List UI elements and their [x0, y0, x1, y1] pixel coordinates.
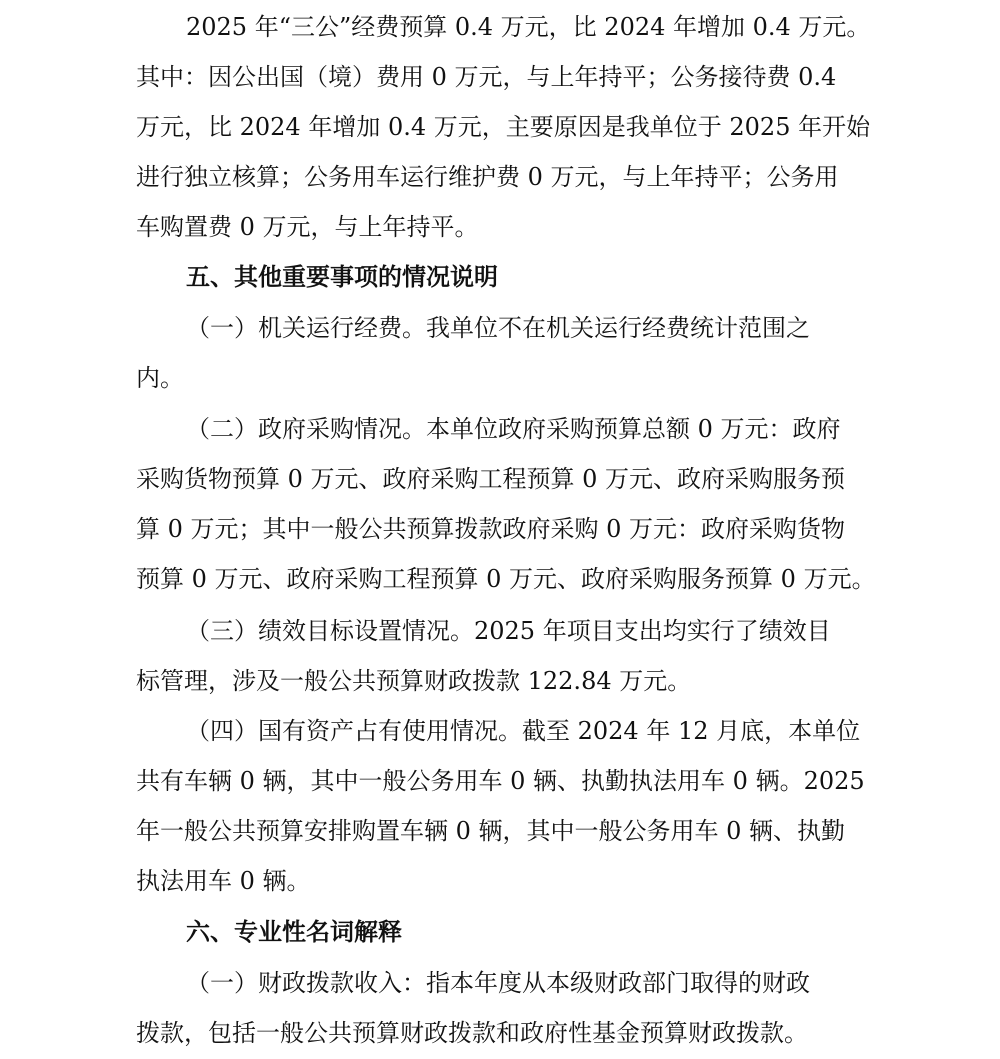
paragraph-procurement-line-3: 算 0 万元；其中一般公共预算拨款政府采购 0 万元：政府采购货物	[136, 515, 846, 543]
paragraph-three-public-funds-line-1: 2025 年“三公”经费预算 0.4 万元，比 2024 年增加 0.4 万元。	[186, 13, 871, 41]
paragraph-operating-funds-line-2: 内。	[136, 364, 184, 392]
paragraph-performance-line-2: 标管理，涉及一般公共预算财政拨款 122.84 万元。	[136, 667, 692, 695]
paragraph-procurement-line-2: 采购货物预算 0 万元、政府采购工程预算 0 万元、政府采购服务预	[136, 465, 846, 493]
section-heading-six: 六、专业性名词解释	[186, 918, 402, 946]
paragraph-performance-line-1: （三）绩效目标设置情况。2025 年项目支出均实行了绩效目	[186, 617, 831, 645]
paragraph-assets-line-1: （四）国有资产占有使用情况。截至 2024 年 12 月底，本单位	[186, 717, 861, 745]
paragraph-three-public-funds-line-4: 进行独立核算；公务用车运行维护费 0 万元，与上年持平；公务用	[136, 163, 839, 191]
paragraph-glossary-line-2: 拨款，包括一般公共预算财政拨款和政府性基金预算财政拨款。	[136, 1019, 808, 1047]
paragraph-three-public-funds-line-3: 万元，比 2024 年增加 0.4 万元，主要原因是我单位于 2025 年开始	[136, 113, 871, 141]
paragraph-assets-line-2: 共有车辆 0 辆，其中一般公务用车 0 辆、执勤执法用车 0 辆。2025	[136, 767, 865, 795]
paragraph-operating-funds-line-1: （一）机关运行经费。我单位不在机关运行经费统计范围之	[186, 314, 810, 342]
paragraph-procurement-line-1: （二）政府采购情况。本单位政府采购预算总额 0 万元：政府	[186, 415, 841, 443]
section-heading-five: 五、其他重要事项的情况说明	[186, 263, 498, 291]
paragraph-glossary-line-1: （一）财政拨款收入：指本年度从本级财政部门取得的财政	[186, 969, 810, 997]
paragraph-three-public-funds-line-2: 其中：因公出国（境）费用 0 万元，与上年持平；公务接待费 0.4	[136, 63, 837, 91]
paragraph-assets-line-4: 执法用车 0 辆。	[136, 867, 311, 895]
paragraph-three-public-funds-line-5: 车购置费 0 万元，与上年持平。	[136, 213, 479, 241]
paragraph-procurement-line-4: 预算 0 万元、政府采购工程预算 0 万元、政府采购服务预算 0 万元。	[136, 565, 876, 593]
paragraph-assets-line-3: 年一般公共预算安排购置车辆 0 辆，其中一般公务用车 0 辆、执勤	[136, 817, 846, 845]
